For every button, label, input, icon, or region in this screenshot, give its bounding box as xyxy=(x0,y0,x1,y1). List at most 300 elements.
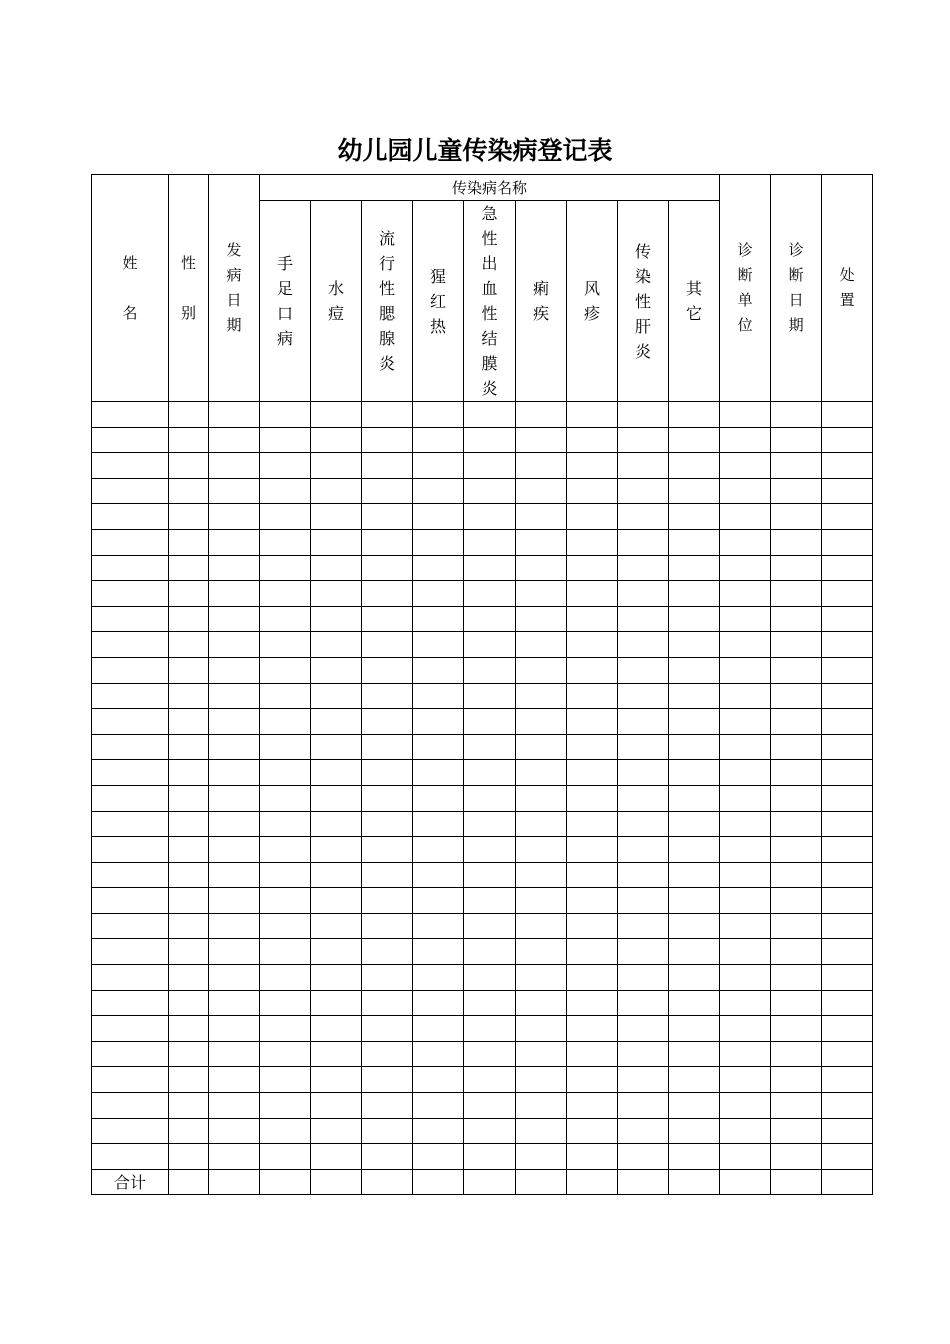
table-cell[interactable] xyxy=(464,657,516,683)
table-cell[interactable] xyxy=(822,555,873,581)
table-cell[interactable] xyxy=(413,427,464,453)
table-cell[interactable] xyxy=(464,1067,516,1093)
table-cell[interactable] xyxy=(92,1067,169,1093)
table-cell[interactable] xyxy=(311,427,362,453)
table-cell[interactable] xyxy=(413,785,464,811)
table-cell[interactable] xyxy=(311,606,362,632)
table-cell[interactable] xyxy=(567,939,618,965)
table-cell[interactable] xyxy=(771,1016,822,1042)
table-cell[interactable] xyxy=(169,581,209,607)
table-cell[interactable] xyxy=(92,1118,169,1144)
table-cell[interactable] xyxy=(92,453,169,479)
table-cell[interactable] xyxy=(209,1118,260,1144)
table-cell[interactable] xyxy=(169,632,209,658)
table-cell[interactable] xyxy=(413,965,464,991)
table-cell[interactable] xyxy=(618,913,669,939)
table-cell[interactable] xyxy=(822,837,873,863)
table-cell[interactable] xyxy=(260,1067,311,1093)
table-cell[interactable] xyxy=(516,837,567,863)
table-cell[interactable] xyxy=(169,1016,209,1042)
table-cell[interactable] xyxy=(720,888,771,914)
table-cell[interactable] xyxy=(771,478,822,504)
table-cell[interactable] xyxy=(92,965,169,991)
table-cell[interactable] xyxy=(567,1093,618,1119)
table-cell[interactable] xyxy=(260,1144,311,1170)
table-cell[interactable] xyxy=(822,965,873,991)
table-cell[interactable] xyxy=(260,606,311,632)
table-cell[interactable] xyxy=(311,760,362,786)
table-cell[interactable] xyxy=(260,632,311,658)
table-cell[interactable] xyxy=(311,888,362,914)
table-cell[interactable] xyxy=(464,888,516,914)
table-cell[interactable] xyxy=(92,581,169,607)
table-cell[interactable] xyxy=(822,1067,873,1093)
table-cell[interactable] xyxy=(720,862,771,888)
table-cell[interactable] xyxy=(567,504,618,530)
table-cell[interactable] xyxy=(413,1093,464,1119)
table-cell[interactable] xyxy=(169,888,209,914)
table-cell[interactable] xyxy=(464,1016,516,1042)
table-cell[interactable] xyxy=(669,581,720,607)
table-cell[interactable] xyxy=(771,402,822,428)
table-cell[interactable] xyxy=(92,811,169,837)
table-cell[interactable] xyxy=(169,734,209,760)
table-cell[interactable] xyxy=(669,1144,720,1170)
table-cell[interactable] xyxy=(169,913,209,939)
table-cell[interactable] xyxy=(618,453,669,479)
table-cell[interactable] xyxy=(822,1041,873,1067)
table-cell[interactable] xyxy=(362,1118,413,1144)
table-cell[interactable] xyxy=(516,632,567,658)
table-cell[interactable] xyxy=(169,1067,209,1093)
table-cell[interactable] xyxy=(822,1016,873,1042)
table-cell[interactable] xyxy=(669,427,720,453)
table-cell[interactable] xyxy=(311,811,362,837)
table-cell[interactable] xyxy=(771,785,822,811)
table-cell[interactable] xyxy=(720,529,771,555)
table-cell[interactable] xyxy=(567,709,618,735)
table-cell[interactable] xyxy=(567,913,618,939)
table-cell[interactable] xyxy=(567,990,618,1016)
table-cell[interactable] xyxy=(567,1016,618,1042)
table-cell[interactable] xyxy=(464,1118,516,1144)
table-cell[interactable] xyxy=(169,990,209,1016)
table-cell[interactable] xyxy=(771,862,822,888)
table-cell[interactable] xyxy=(567,1067,618,1093)
table-cell[interactable] xyxy=(209,1041,260,1067)
table-cell[interactable] xyxy=(260,965,311,991)
table-cell[interactable] xyxy=(771,427,822,453)
table-cell[interactable] xyxy=(209,478,260,504)
table-cell[interactable] xyxy=(720,1169,771,1194)
table-cell[interactable] xyxy=(464,1169,516,1194)
table-cell[interactable] xyxy=(669,1169,720,1194)
table-cell[interactable] xyxy=(771,811,822,837)
table-cell[interactable] xyxy=(669,657,720,683)
table-cell[interactable] xyxy=(209,734,260,760)
table-cell[interactable] xyxy=(822,1093,873,1119)
table-cell[interactable] xyxy=(92,632,169,658)
table-cell[interactable] xyxy=(567,581,618,607)
table-cell[interactable] xyxy=(260,811,311,837)
table-cell[interactable] xyxy=(92,837,169,863)
table-cell[interactable] xyxy=(311,453,362,479)
table-cell[interactable] xyxy=(92,504,169,530)
table-cell[interactable] xyxy=(822,862,873,888)
table-cell[interactable] xyxy=(822,478,873,504)
table-cell[interactable] xyxy=(260,1016,311,1042)
table-cell[interactable] xyxy=(618,862,669,888)
table-cell[interactable] xyxy=(92,990,169,1016)
table-cell[interactable] xyxy=(669,1041,720,1067)
table-cell[interactable] xyxy=(169,555,209,581)
table-cell[interactable] xyxy=(260,555,311,581)
table-cell[interactable] xyxy=(720,453,771,479)
table-cell[interactable] xyxy=(92,427,169,453)
table-cell[interactable] xyxy=(260,990,311,1016)
table-cell[interactable] xyxy=(260,504,311,530)
table-cell[interactable] xyxy=(311,734,362,760)
table-cell[interactable] xyxy=(413,402,464,428)
table-cell[interactable] xyxy=(822,913,873,939)
table-cell[interactable] xyxy=(311,1016,362,1042)
table-cell[interactable] xyxy=(618,785,669,811)
table-cell[interactable] xyxy=(464,427,516,453)
table-cell[interactable] xyxy=(362,965,413,991)
table-cell[interactable] xyxy=(567,683,618,709)
table-cell[interactable] xyxy=(822,709,873,735)
table-cell[interactable] xyxy=(362,529,413,555)
table-cell[interactable] xyxy=(822,529,873,555)
table-cell[interactable] xyxy=(669,1067,720,1093)
table-cell[interactable] xyxy=(822,1118,873,1144)
table-cell[interactable] xyxy=(516,402,567,428)
table-cell[interactable] xyxy=(311,990,362,1016)
table-cell[interactable] xyxy=(618,1144,669,1170)
table-cell[interactable] xyxy=(771,760,822,786)
table-cell[interactable] xyxy=(362,657,413,683)
table-cell[interactable] xyxy=(669,811,720,837)
table-cell[interactable] xyxy=(260,837,311,863)
table-cell[interactable] xyxy=(720,760,771,786)
table-cell[interactable] xyxy=(516,657,567,683)
table-cell[interactable] xyxy=(311,478,362,504)
table-cell[interactable] xyxy=(464,862,516,888)
table-cell[interactable] xyxy=(209,785,260,811)
table-cell[interactable] xyxy=(669,965,720,991)
table-cell[interactable] xyxy=(822,990,873,1016)
table-cell[interactable] xyxy=(362,427,413,453)
table-cell[interactable] xyxy=(311,529,362,555)
table-cell[interactable] xyxy=(209,862,260,888)
table-cell[interactable] xyxy=(413,760,464,786)
table-cell[interactable] xyxy=(822,1144,873,1170)
table-cell[interactable] xyxy=(567,402,618,428)
table-cell[interactable] xyxy=(669,606,720,632)
table-cell[interactable] xyxy=(169,402,209,428)
table-cell[interactable] xyxy=(464,990,516,1016)
table-cell[interactable] xyxy=(209,1067,260,1093)
table-cell[interactable] xyxy=(311,862,362,888)
table-cell[interactable] xyxy=(362,811,413,837)
table-cell[interactable] xyxy=(260,734,311,760)
table-cell[interactable] xyxy=(209,555,260,581)
table-cell[interactable] xyxy=(567,811,618,837)
table-cell[interactable] xyxy=(771,657,822,683)
table-cell[interactable] xyxy=(260,1118,311,1144)
table-cell[interactable] xyxy=(413,581,464,607)
table-cell[interactable] xyxy=(771,504,822,530)
table-cell[interactable] xyxy=(92,1093,169,1119)
table-cell[interactable] xyxy=(618,811,669,837)
table-cell[interactable] xyxy=(260,657,311,683)
table-cell[interactable] xyxy=(567,1144,618,1170)
table-cell[interactable] xyxy=(464,785,516,811)
table-cell[interactable] xyxy=(260,785,311,811)
table-cell[interactable] xyxy=(720,427,771,453)
table-cell[interactable] xyxy=(92,888,169,914)
table-cell[interactable] xyxy=(822,453,873,479)
table-cell[interactable] xyxy=(311,1169,362,1194)
table-cell[interactable] xyxy=(209,427,260,453)
table-cell[interactable] xyxy=(516,785,567,811)
table-cell[interactable] xyxy=(464,581,516,607)
table-cell[interactable] xyxy=(669,939,720,965)
table-cell[interactable] xyxy=(516,990,567,1016)
table-cell[interactable] xyxy=(720,1067,771,1093)
table-cell[interactable] xyxy=(618,1016,669,1042)
table-cell[interactable] xyxy=(311,683,362,709)
table-cell[interactable] xyxy=(92,862,169,888)
table-cell[interactable] xyxy=(822,1169,873,1194)
table-cell[interactable] xyxy=(362,760,413,786)
table-cell[interactable] xyxy=(822,888,873,914)
table-cell[interactable] xyxy=(464,453,516,479)
table-cell[interactable] xyxy=(771,606,822,632)
table-cell[interactable] xyxy=(92,734,169,760)
table-cell[interactable] xyxy=(169,785,209,811)
table-cell[interactable] xyxy=(822,504,873,530)
table-cell[interactable] xyxy=(260,581,311,607)
table-cell[interactable] xyxy=(413,1067,464,1093)
table-cell[interactable] xyxy=(260,529,311,555)
table-cell[interactable] xyxy=(567,606,618,632)
table-cell[interactable] xyxy=(209,888,260,914)
table-cell[interactable] xyxy=(567,427,618,453)
table-cell[interactable] xyxy=(413,529,464,555)
table-cell[interactable] xyxy=(362,1067,413,1093)
table-cell[interactable] xyxy=(209,529,260,555)
table-cell[interactable] xyxy=(516,965,567,991)
table-cell[interactable] xyxy=(209,811,260,837)
table-cell[interactable] xyxy=(516,1118,567,1144)
table-cell[interactable] xyxy=(822,402,873,428)
table-cell[interactable] xyxy=(464,913,516,939)
table-cell[interactable] xyxy=(822,785,873,811)
table-cell[interactable] xyxy=(464,632,516,658)
table-cell[interactable] xyxy=(413,709,464,735)
table-cell[interactable] xyxy=(464,555,516,581)
table-cell[interactable] xyxy=(169,1041,209,1067)
table-cell[interactable] xyxy=(209,1169,260,1194)
table-cell[interactable] xyxy=(413,606,464,632)
table-cell[interactable] xyxy=(516,862,567,888)
table-cell[interactable] xyxy=(92,683,169,709)
table-cell[interactable] xyxy=(362,1016,413,1042)
table-cell[interactable] xyxy=(567,632,618,658)
table-cell[interactable] xyxy=(567,555,618,581)
table-cell[interactable] xyxy=(567,965,618,991)
table-cell[interactable] xyxy=(669,504,720,530)
table-cell[interactable] xyxy=(669,555,720,581)
table-cell[interactable] xyxy=(618,1093,669,1119)
table-cell[interactable] xyxy=(413,862,464,888)
table-cell[interactable] xyxy=(92,1016,169,1042)
table-cell[interactable] xyxy=(260,683,311,709)
table-cell[interactable] xyxy=(311,555,362,581)
table-cell[interactable] xyxy=(413,1169,464,1194)
table-cell[interactable] xyxy=(413,939,464,965)
table-cell[interactable] xyxy=(413,888,464,914)
table-cell[interactable] xyxy=(771,453,822,479)
table-cell[interactable] xyxy=(311,1067,362,1093)
table-cell[interactable] xyxy=(464,504,516,530)
table-cell[interactable] xyxy=(362,683,413,709)
table-cell[interactable] xyxy=(209,581,260,607)
table-cell[interactable] xyxy=(567,1041,618,1067)
table-cell[interactable] xyxy=(771,1169,822,1194)
table-cell[interactable] xyxy=(822,683,873,709)
table-cell[interactable] xyxy=(92,939,169,965)
table-cell[interactable] xyxy=(822,811,873,837)
table-cell[interactable] xyxy=(362,734,413,760)
table-cell[interactable] xyxy=(516,478,567,504)
table-cell[interactable] xyxy=(92,555,169,581)
table-cell[interactable] xyxy=(618,529,669,555)
table-cell[interactable] xyxy=(822,427,873,453)
table-cell[interactable] xyxy=(771,913,822,939)
table-cell[interactable] xyxy=(669,709,720,735)
table-cell[interactable] xyxy=(720,1016,771,1042)
table-cell[interactable] xyxy=(669,913,720,939)
table-cell[interactable] xyxy=(362,581,413,607)
table-cell[interactable] xyxy=(413,683,464,709)
table-cell[interactable] xyxy=(362,632,413,658)
table-cell[interactable] xyxy=(464,529,516,555)
table-cell[interactable] xyxy=(618,939,669,965)
table-cell[interactable] xyxy=(567,1169,618,1194)
table-cell[interactable] xyxy=(771,529,822,555)
table-cell[interactable] xyxy=(362,862,413,888)
table-cell[interactable] xyxy=(169,529,209,555)
table-cell[interactable] xyxy=(169,1118,209,1144)
table-cell[interactable] xyxy=(464,478,516,504)
table-cell[interactable] xyxy=(618,888,669,914)
table-cell[interactable] xyxy=(822,939,873,965)
table-cell[interactable] xyxy=(260,453,311,479)
table-cell[interactable] xyxy=(311,1093,362,1119)
table-cell[interactable] xyxy=(618,709,669,735)
table-cell[interactable] xyxy=(567,862,618,888)
table-cell[interactable] xyxy=(516,939,567,965)
table-cell[interactable] xyxy=(669,1118,720,1144)
table-cell[interactable] xyxy=(618,581,669,607)
table-cell[interactable] xyxy=(260,478,311,504)
table-cell[interactable] xyxy=(169,1093,209,1119)
table-cell[interactable] xyxy=(260,427,311,453)
table-cell[interactable] xyxy=(413,734,464,760)
table-cell[interactable] xyxy=(92,1144,169,1170)
table-cell[interactable] xyxy=(362,939,413,965)
table-cell[interactable] xyxy=(209,990,260,1016)
table-cell[interactable] xyxy=(362,913,413,939)
table-cell[interactable] xyxy=(669,1093,720,1119)
table-cell[interactable] xyxy=(720,785,771,811)
table-cell[interactable] xyxy=(771,990,822,1016)
table-cell[interactable] xyxy=(169,606,209,632)
table-cell[interactable] xyxy=(464,760,516,786)
table-cell[interactable] xyxy=(669,862,720,888)
table-cell[interactable] xyxy=(169,837,209,863)
table-cell[interactable] xyxy=(720,606,771,632)
table-cell[interactable] xyxy=(464,939,516,965)
table-cell[interactable] xyxy=(260,1041,311,1067)
table-cell[interactable] xyxy=(92,760,169,786)
table-cell[interactable] xyxy=(169,1144,209,1170)
table-cell[interactable] xyxy=(771,734,822,760)
table-cell[interactable] xyxy=(720,683,771,709)
table-cell[interactable] xyxy=(771,1093,822,1119)
table-cell[interactable] xyxy=(618,683,669,709)
table-cell[interactable] xyxy=(618,478,669,504)
table-cell[interactable] xyxy=(516,1169,567,1194)
table-cell[interactable] xyxy=(516,427,567,453)
table-cell[interactable] xyxy=(464,1093,516,1119)
table-cell[interactable] xyxy=(822,760,873,786)
table-cell[interactable] xyxy=(92,529,169,555)
table-cell[interactable] xyxy=(209,632,260,658)
table-cell[interactable] xyxy=(771,581,822,607)
table-cell[interactable] xyxy=(413,837,464,863)
table-cell[interactable] xyxy=(209,657,260,683)
table-cell[interactable] xyxy=(169,709,209,735)
table-cell[interactable] xyxy=(720,657,771,683)
table-cell[interactable] xyxy=(169,1169,209,1194)
table-cell[interactable] xyxy=(720,837,771,863)
table-cell[interactable] xyxy=(92,657,169,683)
table-cell[interactable] xyxy=(516,760,567,786)
table-cell[interactable] xyxy=(516,683,567,709)
table-cell[interactable] xyxy=(567,478,618,504)
table-cell[interactable] xyxy=(311,1144,362,1170)
table-cell[interactable] xyxy=(720,1118,771,1144)
table-cell[interactable] xyxy=(669,529,720,555)
table-cell[interactable] xyxy=(92,1041,169,1067)
table-cell[interactable] xyxy=(771,1041,822,1067)
table-cell[interactable] xyxy=(260,862,311,888)
table-cell[interactable] xyxy=(516,555,567,581)
table-cell[interactable] xyxy=(669,402,720,428)
table-cell[interactable] xyxy=(618,657,669,683)
table-cell[interactable] xyxy=(822,734,873,760)
table-cell[interactable] xyxy=(311,1118,362,1144)
table-cell[interactable] xyxy=(771,555,822,581)
table-cell[interactable] xyxy=(413,1118,464,1144)
table-cell[interactable] xyxy=(669,1016,720,1042)
table-cell[interactable] xyxy=(771,683,822,709)
table-cell[interactable] xyxy=(567,734,618,760)
table-cell[interactable] xyxy=(413,632,464,658)
